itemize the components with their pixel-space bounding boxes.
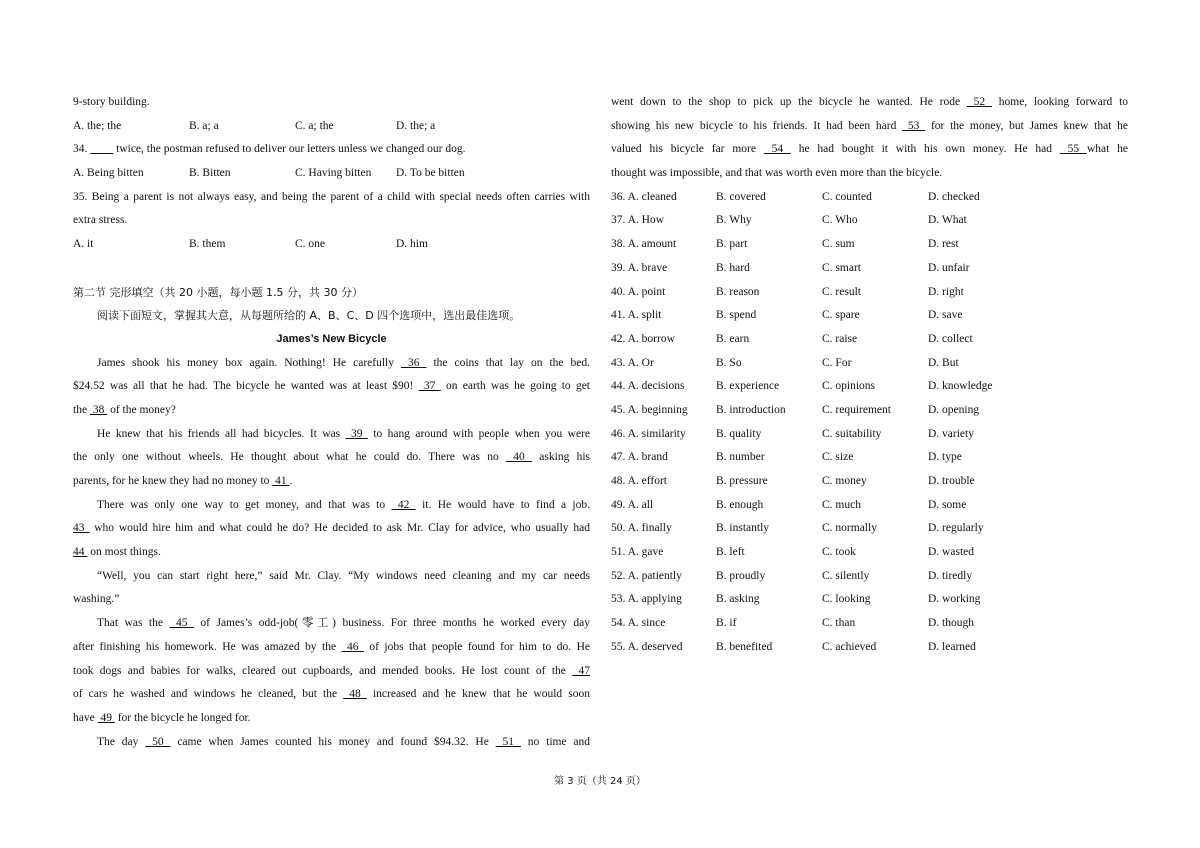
q34-blank: ____ (90, 143, 114, 156)
option-d: D. type (928, 451, 962, 464)
option-b: B. introduction (716, 403, 786, 416)
option-d: D. learned (928, 640, 976, 653)
blank-40: 40 (506, 451, 533, 464)
option-b: B. proudly (716, 569, 766, 582)
option-row (611, 541, 1128, 565)
option-b: B. part (716, 238, 748, 251)
option-d: D. unfair (928, 261, 970, 274)
option-c: C. counted (822, 190, 872, 203)
option-row (611, 304, 1128, 328)
option-c: C. than (822, 617, 856, 630)
option-b: B. enough (716, 498, 764, 511)
option-c: C. took (822, 546, 856, 559)
passage-line: 43 who would hire him and what could he do? He decided to ask Mr. Clay for advice, who usually had (73, 522, 590, 535)
option-a: 52. A. patiently (611, 569, 682, 582)
q35-stem-line2: extra stress. (73, 214, 128, 227)
option-d: D. To be bitten (396, 167, 465, 180)
section-heading: 第二节 完形填空（共 20 小题，每小题 1.5 分，共 30 分） (73, 285, 363, 299)
option-b: B. number (716, 451, 765, 464)
option-row (611, 470, 1128, 494)
option-c: C. silently (822, 569, 870, 582)
option-a: A. Being bitten (73, 167, 144, 180)
q35-stem-line1: 35. Being a parent is not always easy, and being the parent of a child with special needs often carries with (73, 190, 590, 203)
option-b: B. Why (716, 214, 752, 227)
option-a: 51. A. gave (611, 546, 664, 559)
right-column (611, 91, 1128, 660)
passage-line: “Well, you can start right here,” said Mr. Clay. “My windows need cleaning and my car needs (97, 569, 590, 582)
blank-39: 39 (345, 427, 368, 440)
option-c: C. much (822, 498, 861, 511)
option-d: D. knowledge (928, 380, 993, 393)
blank-53: 53 (902, 119, 926, 132)
option-row (611, 233, 1128, 257)
blank-48: 48 (343, 688, 367, 701)
option-d: D. checked (928, 190, 980, 203)
option-a: 39. A. brave (611, 261, 668, 274)
blank-36: 36 (400, 356, 427, 369)
option-a: 49. A. all (611, 498, 654, 511)
option-row (611, 281, 1128, 305)
option-c: C. Who (822, 214, 858, 227)
option-c: C. size (822, 451, 854, 464)
option-d: D. some (928, 498, 967, 511)
cloze-options (611, 186, 1128, 660)
option-a: 43. A. Or (611, 356, 654, 369)
option-row (611, 399, 1128, 423)
passage-title: James’s New Bicycle (276, 332, 387, 345)
passage-line: after finishing his homework. He was amazed by the 46 of jobs that people found for him to do. He (73, 640, 590, 653)
passage-line: the 38 of the money? (73, 403, 176, 416)
option-row (611, 612, 1128, 636)
option-b: B. if (716, 617, 737, 630)
option-c: C. raise (822, 332, 858, 345)
passage-line: the only one without wheels. He thought about what he could do. There was no 40 asking his (73, 451, 590, 464)
option-b: B. asking (716, 593, 760, 606)
instruction: 阅读下面短文，掌握其大意，从每题所给的 A、B、C、D 四个选项中，选出最佳选项。 (97, 309, 521, 323)
option-b: B. quality (716, 427, 762, 440)
option-d: D. save (928, 309, 963, 322)
blank-37: 37 (418, 380, 441, 393)
option-c: C. opinions (822, 380, 876, 393)
option-a: 55. A. deserved (611, 640, 683, 653)
option-d: D. rest (928, 238, 959, 251)
option-row (611, 517, 1128, 541)
passage-line: 44 on most things. (73, 546, 161, 559)
option-a: A. the; the (73, 119, 122, 132)
option-a: 46. A. similarity (611, 427, 686, 440)
option-b: B. hard (716, 261, 750, 274)
option-b: B. earn (716, 332, 750, 345)
option-row (611, 257, 1128, 281)
blank-38: 38 (89, 403, 108, 416)
option-a: 45. A. beginning (611, 403, 688, 416)
blank-52: 52 (966, 96, 992, 108)
option-a: 38. A. amount (611, 238, 677, 251)
option-c: C. suitability (822, 427, 882, 440)
passage-line: valued his bicycle far more 54 he had bought it with his own money. He had 55 what he (611, 143, 1128, 156)
blank-42: 42 (391, 498, 416, 511)
option-row (611, 565, 1128, 589)
option-row (611, 588, 1128, 612)
option-row (611, 186, 1128, 210)
option-b: B. Bitten (189, 167, 231, 180)
blank-43: 43 (73, 522, 90, 535)
option-row (611, 352, 1128, 376)
option-d: D. opening (928, 403, 980, 416)
blank-47: 47 (572, 664, 590, 677)
passage-line: The day 50 came when James counted his money and found $94.32. He 51 no time and (97, 735, 590, 748)
option-d: D. the; a (396, 119, 436, 132)
passage-line: washing.” (73, 593, 120, 606)
option-row (611, 328, 1128, 352)
passage-line: of cars he washed and windows he cleaned, but the 48 increased and he knew that he would soon (73, 688, 590, 701)
page-footer: 第 3 页（共 24 页） (554, 776, 646, 787)
option-b: B. covered (716, 190, 766, 203)
q34-stem: 34. ____ twice, the postman refused to deliver our letters unless we changed our dog. (73, 143, 466, 156)
option-c: C. looking (822, 593, 871, 606)
blank-45: 45 (169, 617, 194, 630)
q34-options (73, 162, 590, 186)
option-d: D. wasted (928, 546, 974, 559)
option-row (611, 446, 1128, 470)
passage-line: went down to the shop to pick up the bicycle he wanted. He rode 52 home, looking forward to (611, 96, 1128, 108)
passage-line: $24.52 was all that he had. The bicycle he wanted was at least $90! 37 on earth was he going to get (73, 380, 590, 393)
passage-line: James shook his money box again. Nothing! He carefully 36 the coins that lay on the bed. (97, 356, 590, 369)
blank-46: 46 (341, 640, 364, 653)
option-d: D. trouble (928, 475, 975, 487)
blank-50: 50 (145, 735, 171, 748)
option-a: 53. A. applying (611, 593, 682, 606)
q35-options (73, 233, 590, 257)
option-a: 48. A. effort (611, 475, 668, 487)
passage-line: That was the 45 of James’s odd-job(零工) business. For three months he worked every day (97, 617, 590, 630)
option-c: C. a; the (295, 119, 334, 132)
option-c: C. For (822, 356, 852, 369)
option-d: D. right (928, 285, 964, 298)
option-b: B. spend (716, 309, 757, 322)
option-c: C. sum (822, 238, 855, 251)
option-c: C. spare (822, 309, 860, 322)
option-d: D. regularly (928, 522, 984, 535)
option-row (611, 636, 1128, 660)
option-d: D. him (396, 238, 428, 251)
option-a: 54. A. since (611, 617, 666, 630)
option-d: D. What (928, 214, 967, 227)
passage-line: There was only one way to get money, and that was to 42 it. He would have to find a job. (97, 498, 590, 511)
passage-line: parents, for he knew they had no money to 41 . (73, 475, 293, 487)
passage-line: thought was impossible, and that was worth even more than the bicycle. (611, 167, 943, 180)
option-row (611, 494, 1128, 518)
option-b: B. reason (716, 285, 760, 298)
option-d: D. though (928, 617, 974, 630)
passage-line: showing his new bicycle to his friends. It had been hard 53 for the money, but James knew that he (611, 119, 1128, 132)
option-a: 47. A. brand (611, 451, 668, 464)
option-a: 36. A. cleaned (611, 190, 677, 203)
option-c: C. normally (822, 522, 877, 535)
option-c: C. requirement (822, 403, 891, 416)
option-a: 37. A. How (611, 214, 665, 227)
blank-41: 41 (272, 475, 290, 487)
option-c: C. smart (822, 261, 861, 274)
option-b: B. experience (716, 380, 780, 393)
q33-tail: 9-story building. (73, 96, 150, 108)
passage-line: He knew that his friends all had bicycles. It was 39 to hang around with people when you were (97, 427, 590, 440)
option-a: 41. A. split (611, 309, 662, 322)
blank-44: 44 (73, 546, 88, 559)
option-b: B. them (189, 238, 226, 251)
option-row (611, 209, 1128, 233)
option-a: 40. A. point (611, 285, 666, 298)
option-c: C. one (295, 238, 326, 251)
option-b: B. pressure (716, 475, 768, 487)
passage-line: have 49 for the bicycle he longed for. (73, 711, 251, 724)
option-a: 50. A. finally (611, 522, 672, 535)
option-c: C. achieved (822, 640, 877, 653)
option-c: C. money (822, 475, 867, 487)
option-b: B. So (716, 356, 742, 369)
option-b: B. a; a (189, 119, 219, 132)
q33-options (73, 115, 590, 139)
option-a: 44. A. decisions (611, 380, 685, 393)
option-d: D. collect (928, 332, 973, 345)
option-row (611, 375, 1128, 399)
option-d: D. variety (928, 427, 974, 440)
spacer (73, 257, 590, 281)
option-d: D. working (928, 593, 981, 606)
blank-49: 49 (97, 711, 115, 724)
blank-55: 55 (1059, 143, 1087, 156)
option-a: 42. A. borrow (611, 332, 675, 345)
option-c: C. result (822, 285, 861, 298)
option-c: C. Having bitten (295, 167, 372, 180)
blank-54: 54 (763, 143, 791, 156)
option-b: B. benefited (716, 640, 773, 653)
option-d: D. tiredly (928, 569, 973, 582)
option-a: A. it (73, 238, 94, 251)
option-d: D. But (928, 356, 959, 369)
passage-line: took dogs and babies for walks, cleared out cupboards, and mended books. He lost count of the 47 (73, 664, 590, 677)
option-b: B. left (716, 546, 745, 559)
option-b: B. instantly (716, 522, 770, 535)
left-column (73, 91, 590, 754)
option-row (611, 423, 1128, 447)
blank-51: 51 (495, 735, 521, 748)
